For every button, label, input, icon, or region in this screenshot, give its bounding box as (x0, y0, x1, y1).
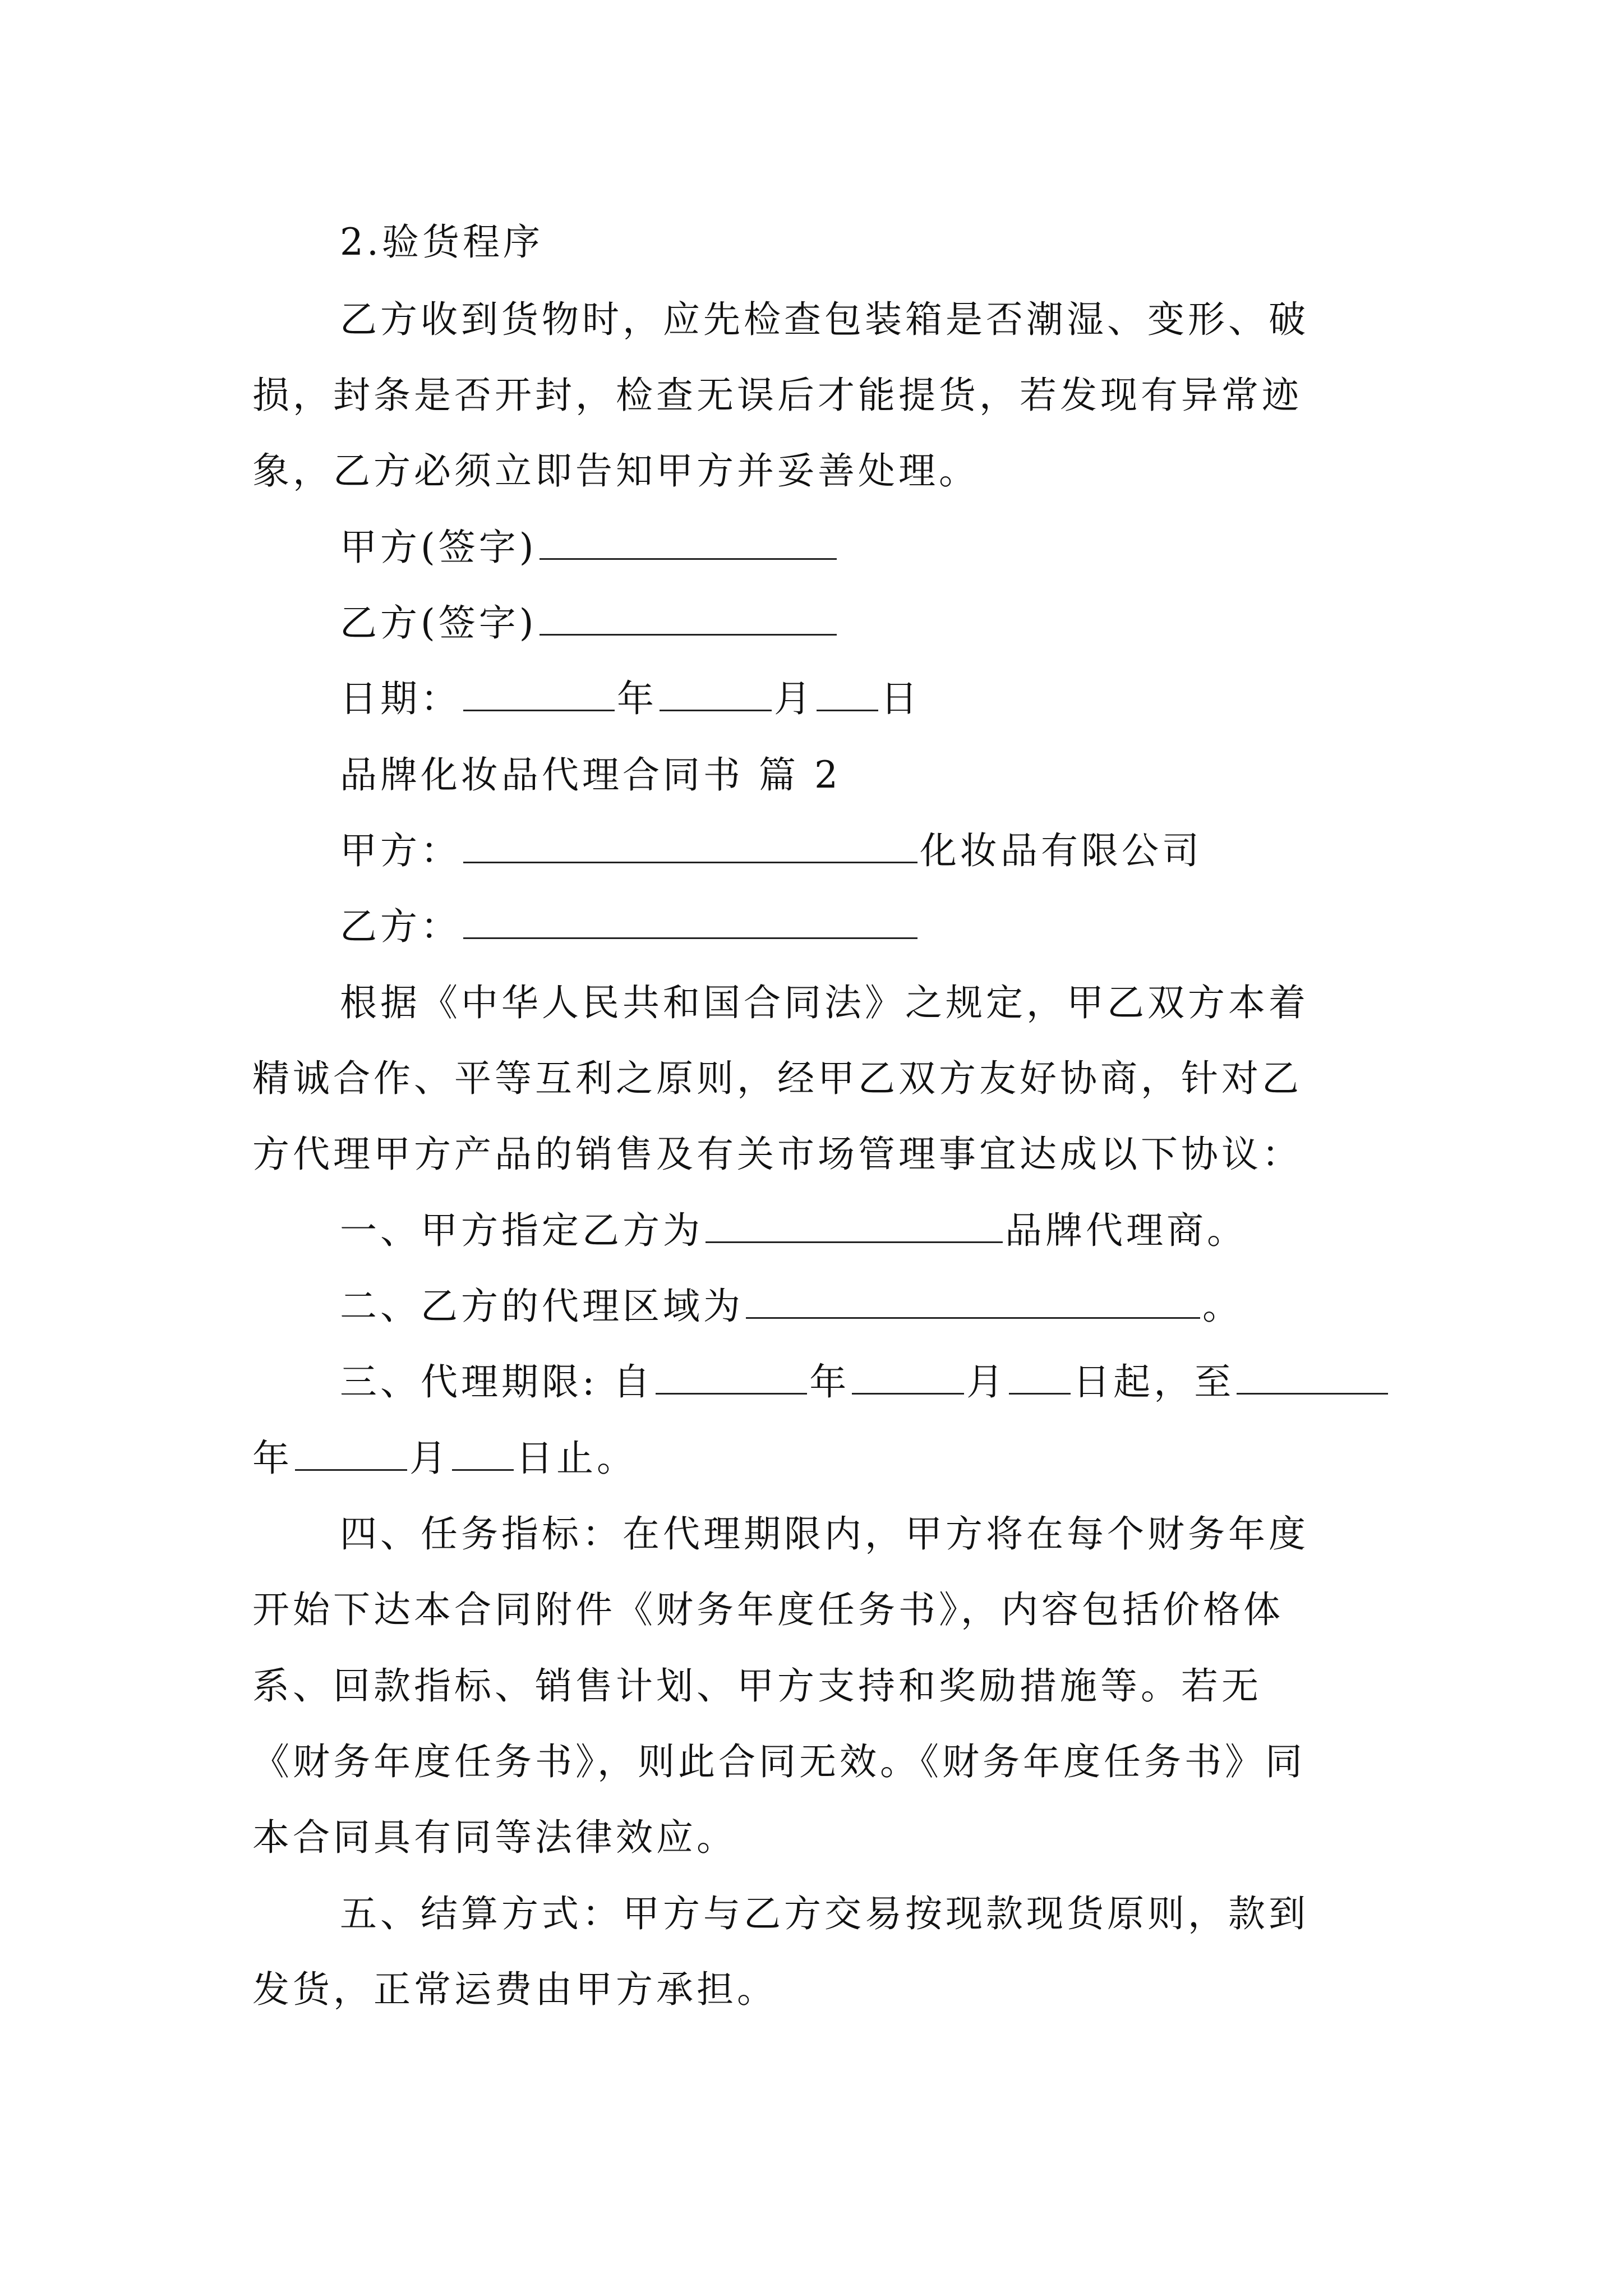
paragraph-line: 四、任务指标：在代理期限内，甲方将在每个财务年度 (340, 1512, 1309, 1556)
date-line (340, 677, 921, 721)
year-label: 年 (617, 677, 657, 720)
start-year-blank (656, 1360, 807, 1395)
start-day-blank (1009, 1360, 1071, 1395)
month-blank (660, 677, 772, 711)
start-month-blank (852, 1360, 964, 1395)
paragraph-line: 本合同具有同等法律效应。 (252, 1816, 737, 1859)
signature-blank (540, 601, 837, 636)
paragraph-line: 乙方收到货物时，应先检查包装箱是否潮湿、变形、破 (340, 298, 1309, 341)
clause-1 (340, 1208, 1247, 1253)
end-month-blank (295, 1437, 407, 1471)
clause-text: 二、乙方的代理区域为 (340, 1285, 744, 1328)
paragraph-line: 方代理甲方产品的销售及有关市场管理事宜达成以下协议： (252, 1133, 1302, 1176)
signature-label: 乙方(签字) (340, 601, 537, 645)
party-b-label: 乙方： (340, 905, 461, 948)
clause-text: 日起，至 (1073, 1360, 1235, 1404)
clause-2 (340, 1284, 1243, 1329)
month-label: 月 (966, 1360, 1007, 1404)
clause-text: 日止。 (516, 1437, 637, 1480)
brand-blank (706, 1209, 1003, 1243)
paragraph-line: 精诚合作、平等互利之原则，经甲乙双方友好协商，针对乙 (252, 1057, 1302, 1100)
signature-blank (540, 526, 837, 560)
section-heading-inspection: 2.验货程序 (340, 220, 543, 264)
clause-3-cont (252, 1436, 637, 1481)
day-blank (817, 677, 878, 711)
date-label: 日期： (340, 677, 461, 720)
clause-text: 一、甲方指定乙方为 (340, 1209, 703, 1252)
paragraph-line: 开始下达本合同附件《财务年度任务书》，内容包括价格体 (252, 1588, 1284, 1631)
month-label: 月 (409, 1437, 450, 1480)
end-day-blank (452, 1437, 514, 1471)
end-year-blank (1237, 1360, 1388, 1395)
year-label: 年 (252, 1437, 293, 1480)
paragraph-line: 系、回款指标、销售计划、甲方支持和奖励措施等。若无 (252, 1664, 1262, 1708)
month-label: 月 (774, 677, 814, 720)
signature-party-a (340, 525, 839, 570)
year-blank (463, 677, 615, 711)
year-label: 年 (809, 1360, 850, 1404)
party-a-label: 甲方： (340, 829, 461, 872)
paragraph-line: 五、结算方式：甲方与乙方交易按现款现货原则，款到 (340, 1892, 1309, 1935)
day-label: 日 (880, 677, 921, 720)
party-a-suffix: 化妆品有限公司 (920, 829, 1202, 872)
party-b-line (340, 904, 920, 949)
clause-text: 品牌代理商。 (1005, 1209, 1247, 1252)
paragraph-line: 损，封条是否开封，检查无误后才能提货，若发现有异常迹 (252, 374, 1302, 417)
clause-text: 。 (1202, 1285, 1243, 1328)
signature-label: 甲方(签字) (340, 526, 537, 569)
party-b-blank (463, 905, 917, 939)
signature-party-b (340, 601, 839, 646)
party-a-blank (463, 829, 917, 863)
clause-text: 三、代理期限: 自 (340, 1360, 654, 1404)
paragraph-line: 发货，正常运费由甲方承担。 (252, 1968, 777, 2011)
paragraph-line: 象，乙方必须立即告知甲方并妥善处理。 (252, 449, 979, 493)
paragraph-line: 根据《中华人民共和国合同法》之规定，甲乙双方本着 (340, 981, 1309, 1024)
clause-3 (340, 1360, 1390, 1405)
paragraph-line: 《财务年度任务书》，则此合同无效。《财务年度任务书》同 (252, 1740, 1306, 1783)
region-blank (746, 1285, 1200, 1319)
contract-title: 品牌化妆品代理合同书 篇 2 (340, 753, 841, 797)
party-a-line (340, 829, 1202, 873)
